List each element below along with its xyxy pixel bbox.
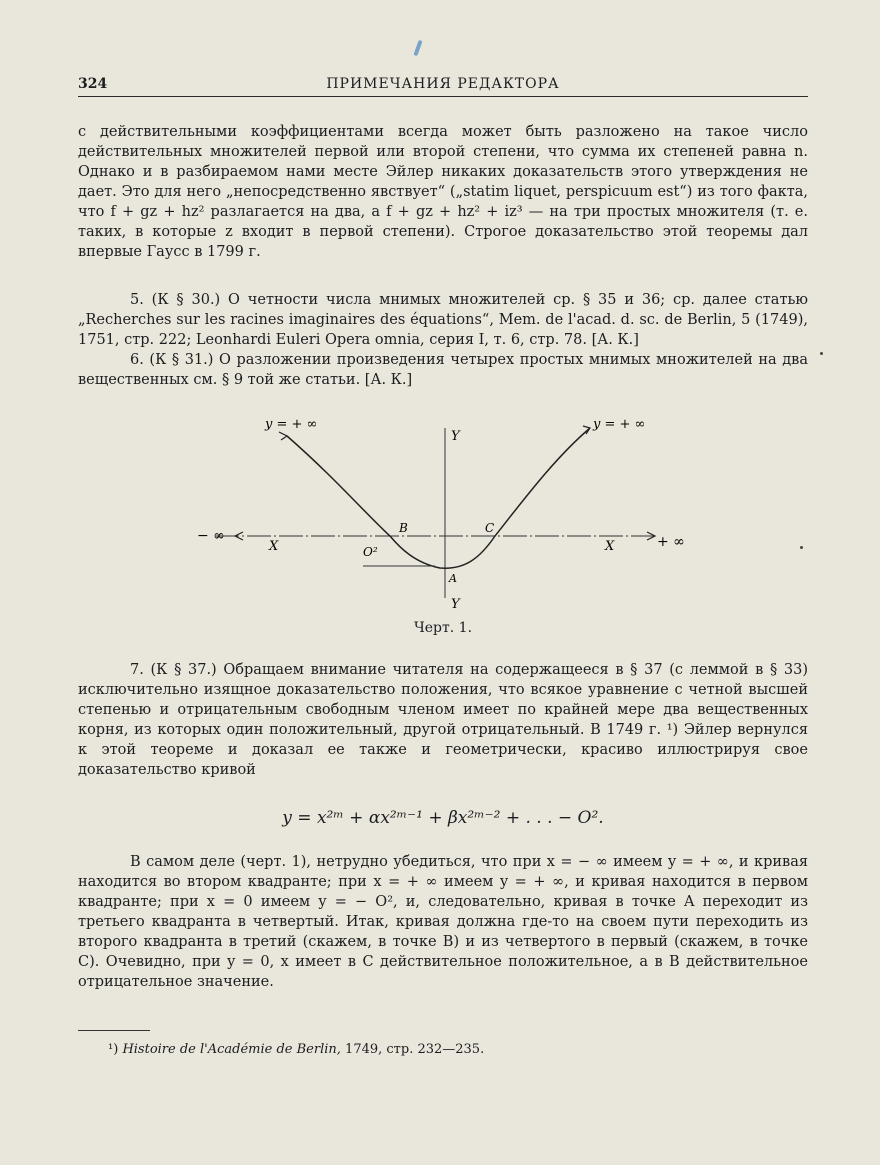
footnote-source: Histoire de l'Académie de Berlin, — [122, 1042, 341, 1057]
label-y-top: Y — [451, 429, 460, 444]
note-7: 7. (К § 37.) Обращаем внимание читателя на содержащееся в § 37 (с леммой в § 33) исключительно изящное доказательство положения, что всякое уравнение с четной высшей степенью и отрицательным свободным членом имеет по крайней мере два вещественных корня, из которых один положительный, другой отрицательный. В 1749 г. ¹) Эйлер вернулся к этой теореме и доказал ее также и геометрически, красиво иллюстрируя свое доказательство кривой — [78, 662, 808, 778]
arrow-left-up — [279, 432, 287, 440]
intro-text: с действительными коэффициентами всегда может быть разложено на такое число действительных множителей первой или второй степени, что сумма их степеней равна n. Однако и в разбираемом нами месте Эйлер никаких доказательств этого утверждения не дает. Это для него „непосредственно явствует“ („statim liquet, perspicuum est“) из того факта, что f + gz + hz² разлагается на два, а f + gz + hz² + iz³ — на три простых множителя (т. е. таких, в которые z входит в первой степени). Строгое доказательство этой теоремы дал впервые Гаусс в 1799 г. — [78, 124, 808, 260]
label-y-plus-inf-left: y = + ∞ — [265, 417, 318, 432]
label-o2: O² — [363, 545, 378, 559]
page-number: 324 — [78, 76, 108, 92]
notes-5-6 — [78, 290, 808, 390]
formula: y = x²ᵐ + αx²ᵐ⁻¹ + βx²ᵐ⁻² + . . . − O². — [282, 808, 604, 828]
label-plus-inf: + ∞ — [657, 534, 685, 550]
label-c: C — [485, 521, 495, 535]
label-x-right: X — [605, 539, 615, 554]
label-y-plus-inf-right: y = + ∞ — [593, 417, 646, 432]
label-minus-inf: − ∞ — [197, 528, 225, 544]
footnote-marker: ¹) — [108, 1042, 119, 1057]
note-5: 5. (К § 30.) О четности числа мнимых множителей ср. § 35 и 36; ср. далее статью „Recherches sur les racines imaginaires des équations“, Mem. de l'acad. d. sc. de Berlin, 5 (1749), 1751, стр. 222; Leonhardi Euleri Opera omnia, серия I, т. 6, стр. 78. [А. К.] — [78, 292, 808, 348]
figure-caption: Черт. 1. — [413, 620, 473, 636]
speck — [800, 546, 803, 549]
intro-paragraph — [78, 122, 808, 262]
ink-mark — [413, 40, 422, 56]
running-title: ПРИМЕЧАНИЯ РЕДАКТОРА — [326, 76, 560, 92]
note-7-block — [78, 660, 808, 780]
label-y-bottom: Y — [451, 597, 460, 612]
footnote-details: 1749, стр. 232—235. — [345, 1042, 485, 1057]
note-6: 6. (К § 31.) О разложении произведения четырех простых мнимых множителей на два вещественных см. § 9 той же статьи. [А. К.] — [78, 352, 808, 388]
curve — [287, 428, 590, 568]
label-b: B — [399, 521, 408, 535]
label-a: A — [449, 572, 457, 585]
proof-paragraph: В самом деле (черт. 1), нетрудно убедиться, что при x = − ∞ имеем y = + ∞, и кривая находится во втором квадранте; при x = + ∞ имеем y = + ∞, и кривая находится в первом квадранте; при x = 0 имеем y = − O², и, следовательно, кривая в точке A переходит из третьего квадранта в четвертый. Итак, кривая должна где-то на своем пути переходить из второго квадранта в третий (скажем, в точке B) и из четвертого в первый (скажем, в точке C). Очевидно, при y = 0, x имеет в C действительное положительное, а в B действительное отрицательное значение. — [78, 854, 808, 990]
label-x-left: X — [269, 539, 279, 554]
curve-figure — [195, 408, 685, 640]
footnote-rule — [78, 1030, 150, 1031]
footnote — [108, 1042, 808, 1057]
speck — [820, 352, 823, 355]
proof-paragraph-block — [78, 852, 808, 992]
page-header — [78, 74, 808, 97]
